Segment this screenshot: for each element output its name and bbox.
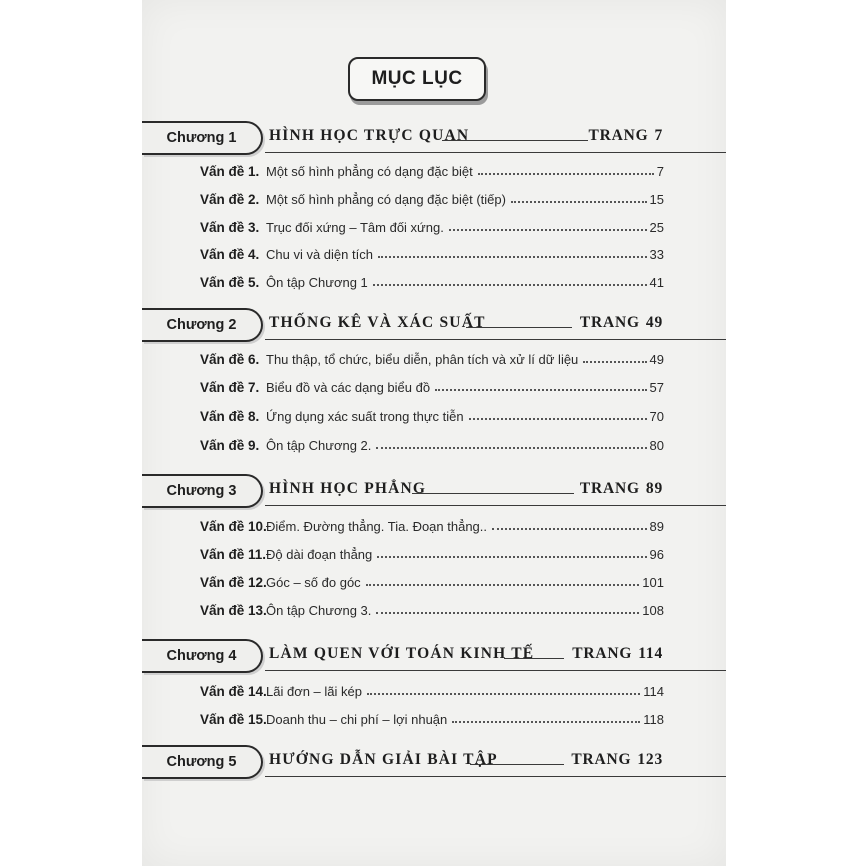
chapter-label: Chương 3 bbox=[142, 474, 263, 508]
lesson-label: Vấn đề 12. bbox=[200, 575, 267, 590]
chapter-underline bbox=[265, 505, 726, 506]
chapter-leader-rule bbox=[466, 327, 572, 328]
page-number: 49 bbox=[645, 314, 663, 331]
lesson-title: Biểu đồ và các dạng biểu đồ bbox=[266, 380, 431, 395]
lesson-title: Trục đối xứng – Tâm đối xứng. bbox=[266, 220, 444, 235]
chapter-page bbox=[572, 645, 663, 663]
chapter-4-heading[interactable] bbox=[142, 639, 726, 673]
page-number: 114 bbox=[638, 645, 663, 662]
dot-leader bbox=[367, 693, 640, 695]
lesson-page: 70 bbox=[649, 409, 664, 424]
chapter-title: HÌNH HỌC TRỰC QUAN bbox=[269, 127, 473, 145]
lesson-page: 49 bbox=[649, 352, 664, 367]
lesson-row[interactable] bbox=[200, 238, 664, 262]
lesson-title: Chu vi và diện tích bbox=[266, 247, 373, 262]
lesson-page: 108 bbox=[642, 603, 664, 618]
dot-leader bbox=[452, 721, 640, 723]
lesson-title: Doanh thu – chi phí – lợi nhuận bbox=[266, 712, 448, 727]
chapter-underline bbox=[265, 776, 726, 777]
chapter-title: THỐNG KÊ VÀ XÁC SUẤT bbox=[269, 314, 490, 332]
page-word: TRANG bbox=[579, 314, 640, 331]
chapter-leader-rule bbox=[442, 140, 588, 141]
lesson-row[interactable] bbox=[200, 538, 664, 562]
lesson-label: Vấn đề 13. bbox=[200, 603, 267, 618]
lesson-row[interactable] bbox=[200, 566, 664, 590]
lesson-page: 7 bbox=[656, 164, 664, 179]
lesson-page: 15 bbox=[649, 192, 664, 207]
page-number: 7 bbox=[654, 127, 663, 144]
chapter-title: LÀM QUEN VỚI TOÁN KINH TẾ bbox=[269, 645, 538, 663]
dot-leader bbox=[377, 556, 646, 558]
dot-leader bbox=[583, 361, 646, 363]
page-word: TRANG bbox=[571, 751, 632, 768]
page-word: TRANG bbox=[579, 480, 640, 497]
lesson-row[interactable] bbox=[200, 155, 664, 179]
page-number: 89 bbox=[645, 480, 663, 497]
lesson-label: Vấn đề 3. bbox=[200, 220, 260, 235]
chapter-label: Chương 1 bbox=[142, 121, 263, 155]
chapter-leader-rule bbox=[470, 764, 564, 765]
dot-leader bbox=[376, 447, 646, 449]
chapter-underline bbox=[265, 152, 726, 153]
lesson-title: Ôn tập Chương 1 bbox=[266, 275, 368, 290]
chapter-underline bbox=[265, 670, 726, 671]
lesson-title: Một số hình phẳng có dạng đặc biệt (tiếp) bbox=[266, 192, 506, 207]
lesson-title: Điểm. Đường thẳng. Tia. Đoạn thẳng.. bbox=[266, 519, 488, 534]
chapter-label: Chương 5 bbox=[142, 745, 263, 779]
lesson-label: Vấn đề 1. bbox=[200, 164, 260, 179]
lesson-row[interactable] bbox=[200, 183, 664, 207]
dot-leader bbox=[469, 418, 647, 420]
dot-leader bbox=[376, 612, 639, 614]
lesson-title: Ứng dụng xác suất trong thực tiễn bbox=[266, 409, 464, 424]
lesson-page: 41 bbox=[649, 275, 664, 290]
chapter-leader-rule bbox=[412, 493, 574, 494]
lesson-label: Vấn đề 10. bbox=[200, 519, 267, 534]
chapter-3-heading[interactable] bbox=[142, 474, 726, 508]
lesson-title: Góc – số đo góc bbox=[266, 575, 361, 590]
chapter-1-heading[interactable] bbox=[142, 121, 726, 155]
chapter-title: HƯỚNG DẪN GIẢI BÀI TẬP bbox=[269, 751, 502, 769]
dot-leader bbox=[373, 284, 647, 286]
lesson-title: Ôn tập Chương 2. bbox=[266, 438, 372, 453]
lesson-page: 57 bbox=[649, 380, 664, 395]
dot-leader bbox=[478, 173, 654, 175]
chapter-2-heading[interactable] bbox=[142, 308, 726, 342]
lesson-label: Vấn đề 11. bbox=[200, 547, 267, 562]
lesson-row[interactable] bbox=[200, 211, 664, 235]
dot-leader bbox=[366, 584, 640, 586]
lesson-row[interactable] bbox=[200, 343, 664, 367]
lesson-label: Vấn đề 8. bbox=[200, 409, 260, 424]
lesson-label: Vấn đề 6. bbox=[200, 352, 260, 367]
dot-leader bbox=[492, 528, 647, 530]
dot-leader bbox=[511, 201, 647, 203]
lesson-page: 96 bbox=[649, 547, 664, 562]
lesson-title: Một số hình phẳng có dạng đặc biệt bbox=[266, 164, 473, 179]
lesson-label: Vấn đề 5. bbox=[200, 275, 260, 290]
lesson-page: 25 bbox=[649, 220, 664, 235]
lesson-page: 89 bbox=[649, 519, 664, 534]
book-page bbox=[142, 0, 726, 866]
dot-leader bbox=[449, 229, 647, 231]
lesson-title: Ôn tập Chương 3. bbox=[266, 603, 372, 618]
chapter-page bbox=[588, 127, 663, 145]
page-number: 123 bbox=[637, 751, 663, 768]
chapter-label: Chương 2 bbox=[142, 308, 263, 342]
lesson-row[interactable] bbox=[200, 675, 664, 699]
toc-title: MỤC LỤC bbox=[348, 57, 486, 101]
lesson-row[interactable] bbox=[200, 266, 664, 290]
lesson-label: Vấn đề 15. bbox=[200, 712, 267, 727]
lesson-label: Vấn đề 2. bbox=[200, 192, 260, 207]
lesson-title: Lãi đơn – lãi kép bbox=[266, 684, 362, 699]
chapter-title: HÌNH HỌC PHẲNG bbox=[269, 480, 430, 498]
lesson-label: Vấn đề 7. bbox=[200, 380, 260, 395]
chapter-page bbox=[571, 751, 663, 769]
lesson-title: Thu thập, tổ chức, biểu diễn, phân tích và xử lí dữ liệu bbox=[266, 352, 579, 367]
lesson-row[interactable] bbox=[200, 429, 664, 453]
chapter-page bbox=[580, 314, 663, 332]
chapter-leader-rule bbox=[504, 658, 564, 659]
lesson-title: Độ dài đoạn thẳng bbox=[266, 547, 373, 562]
page-word: TRANG bbox=[572, 645, 633, 662]
lesson-page: 118 bbox=[643, 712, 664, 727]
lesson-row[interactable] bbox=[200, 594, 664, 618]
dot-leader bbox=[435, 389, 646, 391]
lesson-row[interactable] bbox=[200, 510, 664, 534]
lesson-page: 101 bbox=[642, 575, 664, 590]
chapter-page bbox=[580, 480, 663, 498]
lesson-label: Vấn đề 14. bbox=[200, 684, 267, 699]
lesson-page: 33 bbox=[649, 247, 664, 262]
lesson-page: 80 bbox=[649, 438, 664, 453]
lesson-page: 114 bbox=[643, 684, 664, 699]
lesson-label: Vấn đề 4. bbox=[200, 247, 260, 262]
lesson-row[interactable] bbox=[200, 371, 664, 395]
chapter-5-heading[interactable] bbox=[142, 745, 726, 779]
chapter-underline bbox=[265, 339, 726, 340]
lesson-row[interactable] bbox=[200, 703, 664, 727]
lesson-label: Vấn đề 9. bbox=[200, 438, 260, 453]
page-word: TRANG bbox=[588, 127, 649, 144]
lesson-row[interactable] bbox=[200, 400, 664, 424]
chapter-label: Chương 4 bbox=[142, 639, 263, 673]
dot-leader bbox=[378, 256, 647, 258]
